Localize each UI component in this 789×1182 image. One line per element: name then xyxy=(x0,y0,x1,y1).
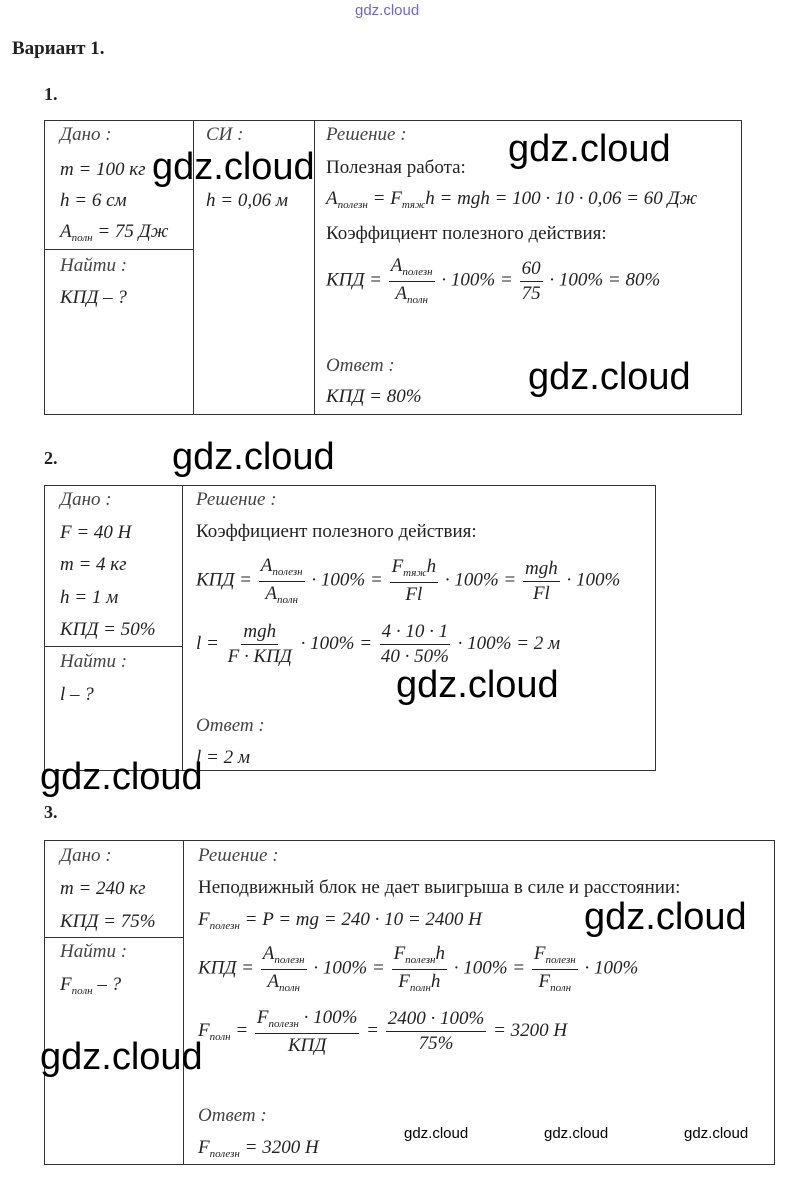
p3-find-value: $F_{полн}$ – ? xyxy=(60,974,122,997)
p2-answer-label: Ответ : xyxy=(196,715,265,736)
p2-divider-given xyxy=(182,485,183,771)
p3-given-label: Дано : xyxy=(60,845,112,866)
p3-useful-force-formula: $F_{полезн} = P$ = mg = 240 · 10 = 2400 Н xyxy=(198,909,482,932)
variant-heading: Вариант 1. xyxy=(12,38,105,59)
p1-given-label: Дано : xyxy=(60,124,112,145)
p2-efficiency-formula: КПД = $\frac{A_{полезн}}{A_{полн}}$ · 100% = $\frac{F_{тяж}h}{Fl}$ · 100% = $\frac{\text{mgh}}{Fl}$ · 100% xyxy=(196,555,621,606)
watermark: gdz.cloud xyxy=(172,436,335,478)
p1-answer-label: Ответ : xyxy=(326,355,395,376)
watermark: gdz.cloud xyxy=(584,896,747,938)
p2-given-label: Дано : xyxy=(60,489,112,510)
p1-solution-label: Решение : xyxy=(326,124,407,145)
p3-given-mass: m = 240 кг xyxy=(60,878,146,899)
p2-divider-find xyxy=(44,646,182,647)
p2-solution-label: Решение : xyxy=(196,489,277,510)
watermark-top: gdz.cloud xyxy=(355,2,420,19)
p3-total-force-formula: $F_{полн}$ = $\frac{F_{полезн} \cdot 100\%}{\text{КПД}}$ = $\frac{2400 \cdot 100\%}{75\%}$ = 3200 Н xyxy=(198,1007,568,1056)
p3-divider-find xyxy=(44,937,183,938)
watermark: gdz.cloud xyxy=(40,756,203,798)
p1-solution-line3: Коэффициент полезного действия: xyxy=(326,223,607,244)
p1-answer: КПД = 80% xyxy=(326,386,422,407)
p2-given-force: F = 40 Н xyxy=(60,522,132,543)
problem-1-number: 1. xyxy=(44,84,58,104)
p1-given-height: h = 6 см xyxy=(60,190,127,211)
watermark: gdz.cloud xyxy=(152,146,315,188)
p1-find-label: Найти : xyxy=(60,255,128,276)
p3-answer: $F_{полезн} = 3200$ Н xyxy=(198,1137,319,1160)
p2-solution-line1: Коэффициент полезного действия: xyxy=(196,521,477,542)
p2-find-label: Найти : xyxy=(60,651,128,672)
p1-si-label: СИ : xyxy=(206,124,244,145)
p3-divider-given xyxy=(183,840,184,1165)
p3-find-label: Найти : xyxy=(60,941,128,962)
watermark: gdz.cloud xyxy=(528,356,691,398)
p1-efficiency-formula: КПД = $\frac{A_{полезн}}{A_{полн}}$ · 100% = $\frac{60}{75}$ · 100% = 80% xyxy=(326,255,661,306)
p2-given-height: h = 1 м xyxy=(60,587,119,608)
p1-given-mass: m = 100 кг xyxy=(60,159,146,180)
watermark-small: gdz.cloud xyxy=(404,1125,469,1142)
p2-given-mass: m = 4 кг xyxy=(60,554,127,575)
watermark: gdz.cloud xyxy=(40,1036,203,1078)
p1-useful-work-formula: $A_{полезн} = F_{тяж}h$ = mgh = 100 · 10 · 0,06 = 60 Дж xyxy=(326,188,698,211)
p2-answer: l = 2 м xyxy=(196,747,250,768)
p1-si-height: h = 0,06 м xyxy=(206,190,288,211)
p1-find-value: КПД – ? xyxy=(60,287,127,308)
problem-3-number: 3. xyxy=(44,802,58,822)
watermark-small: gdz.cloud xyxy=(684,1125,749,1142)
p1-solution-line1: Полезная работа: xyxy=(326,157,466,178)
p1-divider-find xyxy=(44,249,193,250)
p3-solution-label: Решение : xyxy=(198,845,279,866)
p3-given-efficiency: КПД = 75% xyxy=(60,911,156,932)
p2-given-efficiency: КПД = 50% xyxy=(60,619,156,640)
p3-answer-label: Ответ : xyxy=(198,1105,267,1126)
p3-solution-line1: Неподвижный блок не дает выигрыша в силе и расстоянии: xyxy=(198,877,681,898)
p2-length-formula: l = $\frac{\text{mgh}}{\text{F · КПД}}$ · 100% = $\frac{4 \cdot 10 \cdot 1}{40 \cdot 50\%}$ · 100% = 2 м xyxy=(196,621,561,667)
watermark: gdz.cloud xyxy=(396,664,559,706)
p1-given-work-total: $A_{полн} = 75$ Дж xyxy=(60,221,169,244)
watermark-small: gdz.cloud xyxy=(544,1125,609,1142)
p3-efficiency-formula: КПД = $\frac{A_{полезн}}{A_{полн}}$ · 100% = $\frac{F_{полезн}h}{F_{полн}h}$ · 100% = $\frac{F_{полезн}}{F_{полн}}$ · 100% xyxy=(198,943,639,994)
problem-2-number: 2. xyxy=(44,448,58,468)
p2-find-value: l – ? xyxy=(60,684,94,705)
watermark: gdz.cloud xyxy=(508,128,671,170)
